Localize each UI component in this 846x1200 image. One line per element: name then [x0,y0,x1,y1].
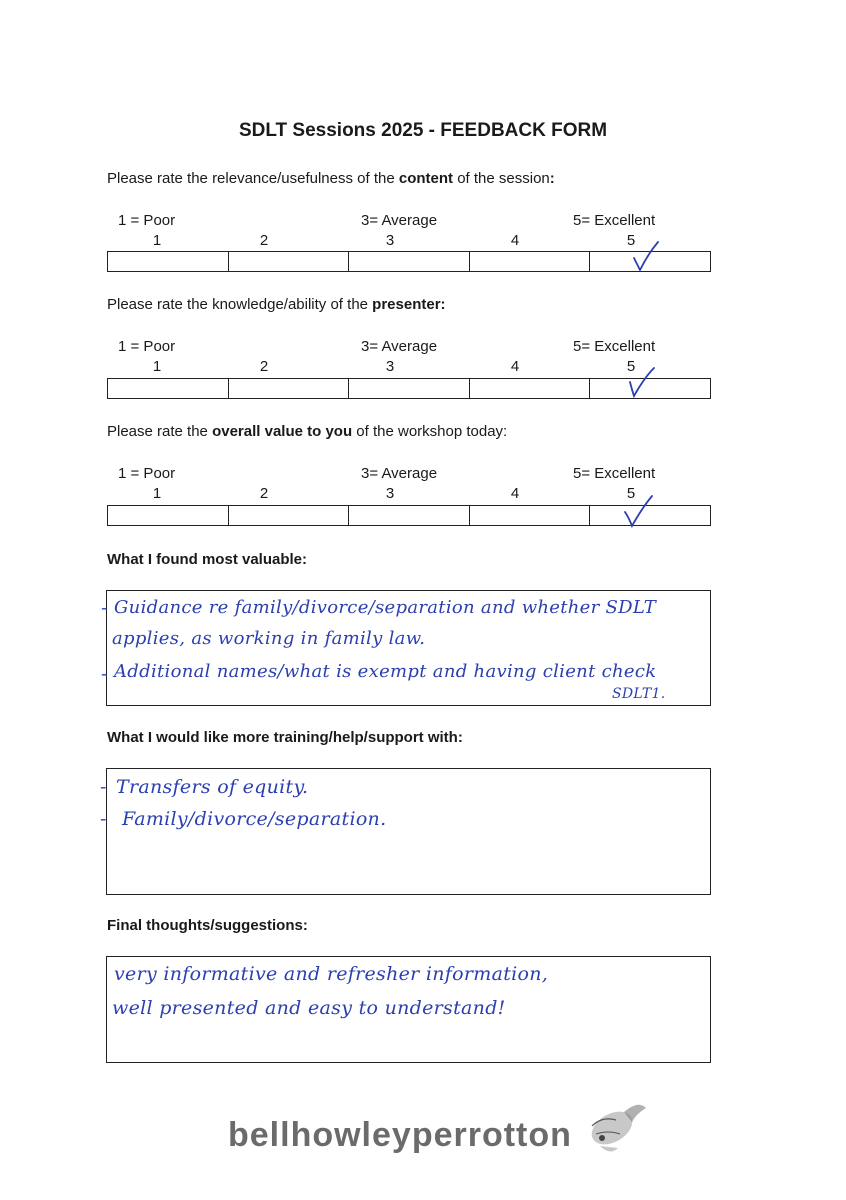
rating-cell-2[interactable] [229,379,350,398]
rating-cell-1[interactable] [108,252,229,271]
rating-cell-3[interactable] [349,506,470,525]
form-title: SDLT Sessions 2025 - FEEDBACK FORM [238,120,608,141]
handwritten-line: Guidance re family/divorce/separation and whether SDLT [114,597,657,618]
scale-low-label: 1 = Poor [118,465,176,482]
scale-number-1: 1 [152,485,162,502]
question-content [107,170,555,187]
scale-low-label: 1 = Poor [118,212,176,229]
scale-mid-label: 3= Average [361,212,438,229]
handwritten-line: SDLT1. [612,686,666,702]
scale-number-2: 2 [259,358,269,375]
scale-high-label: 5= Excellent [573,338,656,355]
scale-number-4: 4 [510,485,520,502]
scale-number-2: 2 [259,485,269,502]
question-overall-text-end: of the workshop today: [352,423,508,440]
handwritten-line: applies, as working in family law. [112,628,426,649]
scale-number-3: 3 [385,485,395,502]
rating-cell-4[interactable] [470,506,591,525]
scale-number-5: 5 [626,485,636,502]
scale-number-5: 5 [626,358,636,375]
scale-number-4: 4 [510,232,520,249]
handwritten-line: well presented and easy to understand! [112,997,506,1019]
scale-low-label: 1 = Poor [118,338,176,355]
scale-mid-label: 3= Average [361,465,438,482]
rating-cell-3[interactable] [349,379,470,398]
question-overall-bold: overall value to you [212,423,353,440]
scale-number-2: 2 [259,232,269,249]
handwritten-line: Additional names/what is exempt and having client check [114,661,657,682]
bullet-mark: - [100,776,107,798]
question-content-colon: : [549,170,555,187]
rating-row-content [107,251,711,272]
rating-cell-1[interactable] [108,379,229,398]
handwritten-line: Transfers of equity. [116,776,309,798]
fish-logo-icon [572,1086,652,1166]
question-presenter [107,296,446,313]
scale-number-4: 4 [510,358,520,375]
scale-number-5: 5 [626,232,636,249]
section-heading-valuable: What I found most valuable: [107,551,308,568]
question-content-text: Please rate the relevance/usefulness of the [107,170,399,187]
scale-mid-label: 3= Average [361,338,438,355]
question-overall-text: Please rate the [107,423,213,440]
question-presenter-text: Please rate the knowledge/ability of the [107,296,373,313]
rating-cell-4[interactable] [470,252,591,271]
handwritten-line: Family/divorce/separation. [122,808,387,830]
scale-number-3: 3 [385,358,395,375]
rating-cell-2[interactable] [229,252,350,271]
company-logo: bellhowleyperrotton [228,1116,572,1154]
rating-cell-3[interactable] [349,252,470,271]
scale-number-1: 1 [152,358,162,375]
rating-row-presenter [107,378,711,399]
bullet-mark: - [100,808,107,830]
scale-high-label: 5= Excellent [573,212,656,229]
bullet-mark: - [101,597,108,619]
rating-cell-1[interactable] [108,506,229,525]
question-content-bold: content [398,170,454,187]
rating-cell-4[interactable] [470,379,591,398]
scale-number-3: 3 [385,232,395,249]
scale-high-label: 5= Excellent [573,465,656,482]
section-heading-training: What I would like more training/help/support with: [107,729,463,746]
question-overall-value [107,423,507,440]
bullet-mark: - [101,663,108,685]
section-heading-final: Final thoughts/suggestions: [107,917,308,934]
rating-cell-2[interactable] [229,506,350,525]
checkmark-icon [624,362,664,402]
checkmark-icon [620,490,660,530]
scale-number-1: 1 [152,232,162,249]
handwritten-line: very informative and refresher information, [114,963,549,985]
question-presenter-bold: presenter: [372,296,446,313]
question-content-text-end: of the session [453,170,550,187]
checkmark-icon [628,236,668,276]
